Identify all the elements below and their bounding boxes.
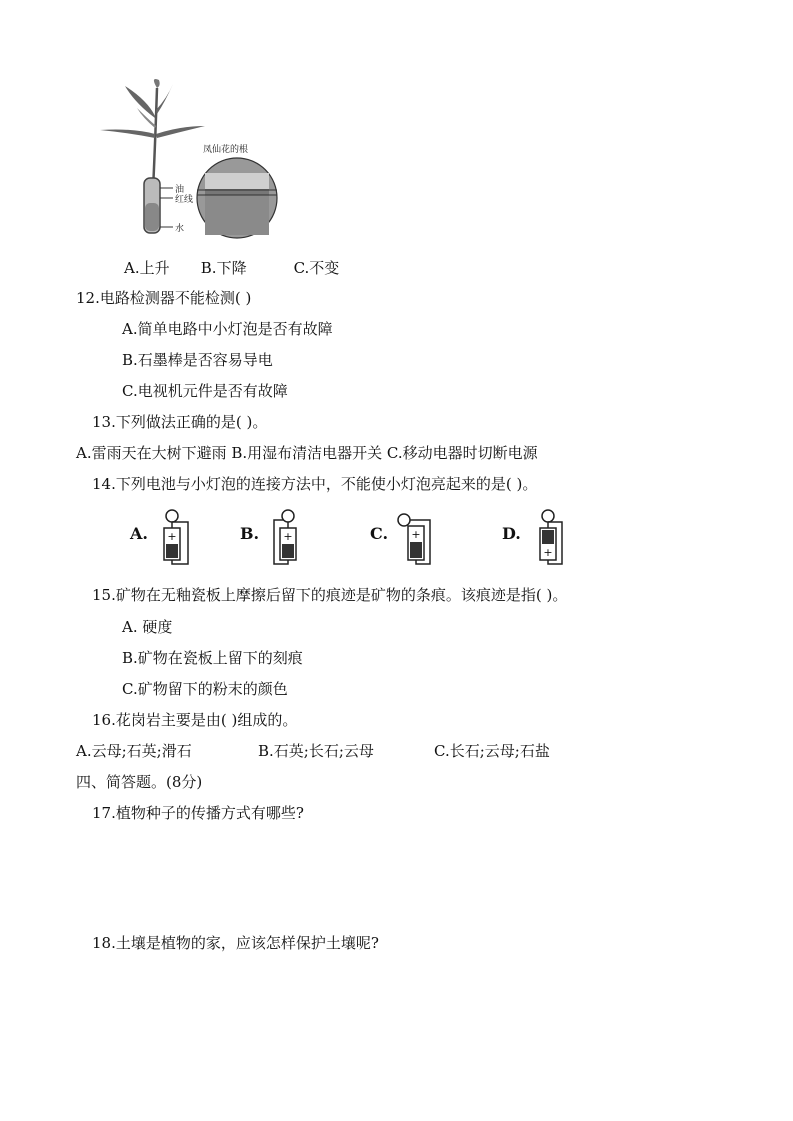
- q11-option-c[interactable]: C.不变: [293, 259, 340, 277]
- circuit-c-icon: [394, 508, 444, 568]
- plant-leaf: [125, 86, 155, 118]
- q14-label-c: C.: [370, 524, 389, 543]
- q12-option-c[interactable]: C.电视机元件是否有故障: [122, 382, 288, 400]
- q16-option-a[interactable]: A.云母;石英;滑石: [76, 742, 192, 760]
- q14-stem: 14.下列电池与小灯泡的连接方法中，不能使小灯泡亮起来的是( )。: [92, 475, 538, 493]
- svg-text:+: +: [167, 530, 177, 543]
- label-water: 水: [175, 224, 185, 234]
- circuit-d-icon: [532, 508, 572, 568]
- section-4-title: 四、简答题。(8分): [76, 773, 203, 791]
- q15-option-b[interactable]: B.矿物在瓷板上留下的刻痕: [122, 649, 303, 667]
- q14-option-c[interactable]: [370, 508, 450, 568]
- svg-text:+: +: [283, 530, 293, 543]
- label-root: 凤仙花的根: [203, 145, 249, 155]
- q12-option-a[interactable]: A.简单电路中小灯泡是否有故障: [122, 320, 333, 338]
- q14-option-b[interactable]: [240, 508, 310, 568]
- svg-text:+: +: [543, 546, 553, 559]
- q14-label-d: D.: [502, 524, 521, 543]
- q16-option-b[interactable]: B.石英;长石;云母: [258, 742, 374, 760]
- q13-options[interactable]: A.雷雨天在大树下避雨 B.用湿布清洁电器开关 C.移动电器时切断电源: [76, 444, 538, 462]
- circuit-b-icon: [268, 508, 308, 568]
- q17-stem: 17.植物种子的传播方式有哪些?: [92, 804, 304, 822]
- label-oil: 油: [175, 185, 185, 195]
- circuit-a-icon: [158, 508, 198, 568]
- plant-leaf: [156, 126, 205, 138]
- q14-option-a[interactable]: [130, 508, 200, 568]
- q12-stem: 12.电路检测器不能检测( ): [76, 289, 252, 307]
- plant-leaf: [156, 84, 173, 114]
- q12-option-b[interactable]: B.石墨棒是否容易导电: [122, 351, 273, 369]
- q14-label-b: B.: [240, 524, 260, 543]
- q11-options: [124, 258, 339, 278]
- q11-option-b[interactable]: B.下降: [200, 259, 247, 277]
- q16-option-c[interactable]: C.长石;云母;石盐: [434, 742, 550, 760]
- q15-stem: 15.矿物在无釉瓷板上摩擦后留下的痕迹是矿物的条痕。该痕迹是指( )。: [92, 586, 568, 604]
- plant-leaf: [154, 79, 160, 88]
- q16-stem: 16.花岗岩主要是由( )组成的。: [92, 711, 298, 729]
- q13-stem: 13.下列做法正确的是( )。: [92, 413, 268, 431]
- plant-leaf: [100, 130, 155, 139]
- q18-stem: 18.土壤是植物的家，应该怎样保护土壤呢?: [92, 934, 379, 952]
- plant-stem: [153, 88, 157, 190]
- q14-label-a: A.: [130, 524, 148, 543]
- svg-text:+: +: [411, 528, 421, 541]
- q14-option-d[interactable]: [502, 508, 572, 568]
- plant-root-figure: [95, 78, 285, 240]
- label-redline: 红线: [175, 195, 194, 205]
- q11-option-a[interactable]: A.上升: [124, 259, 170, 277]
- q15-option-c[interactable]: C.矿物留下的粉末的颜色: [122, 680, 288, 698]
- q15-option-a[interactable]: A. 硬度: [122, 618, 173, 636]
